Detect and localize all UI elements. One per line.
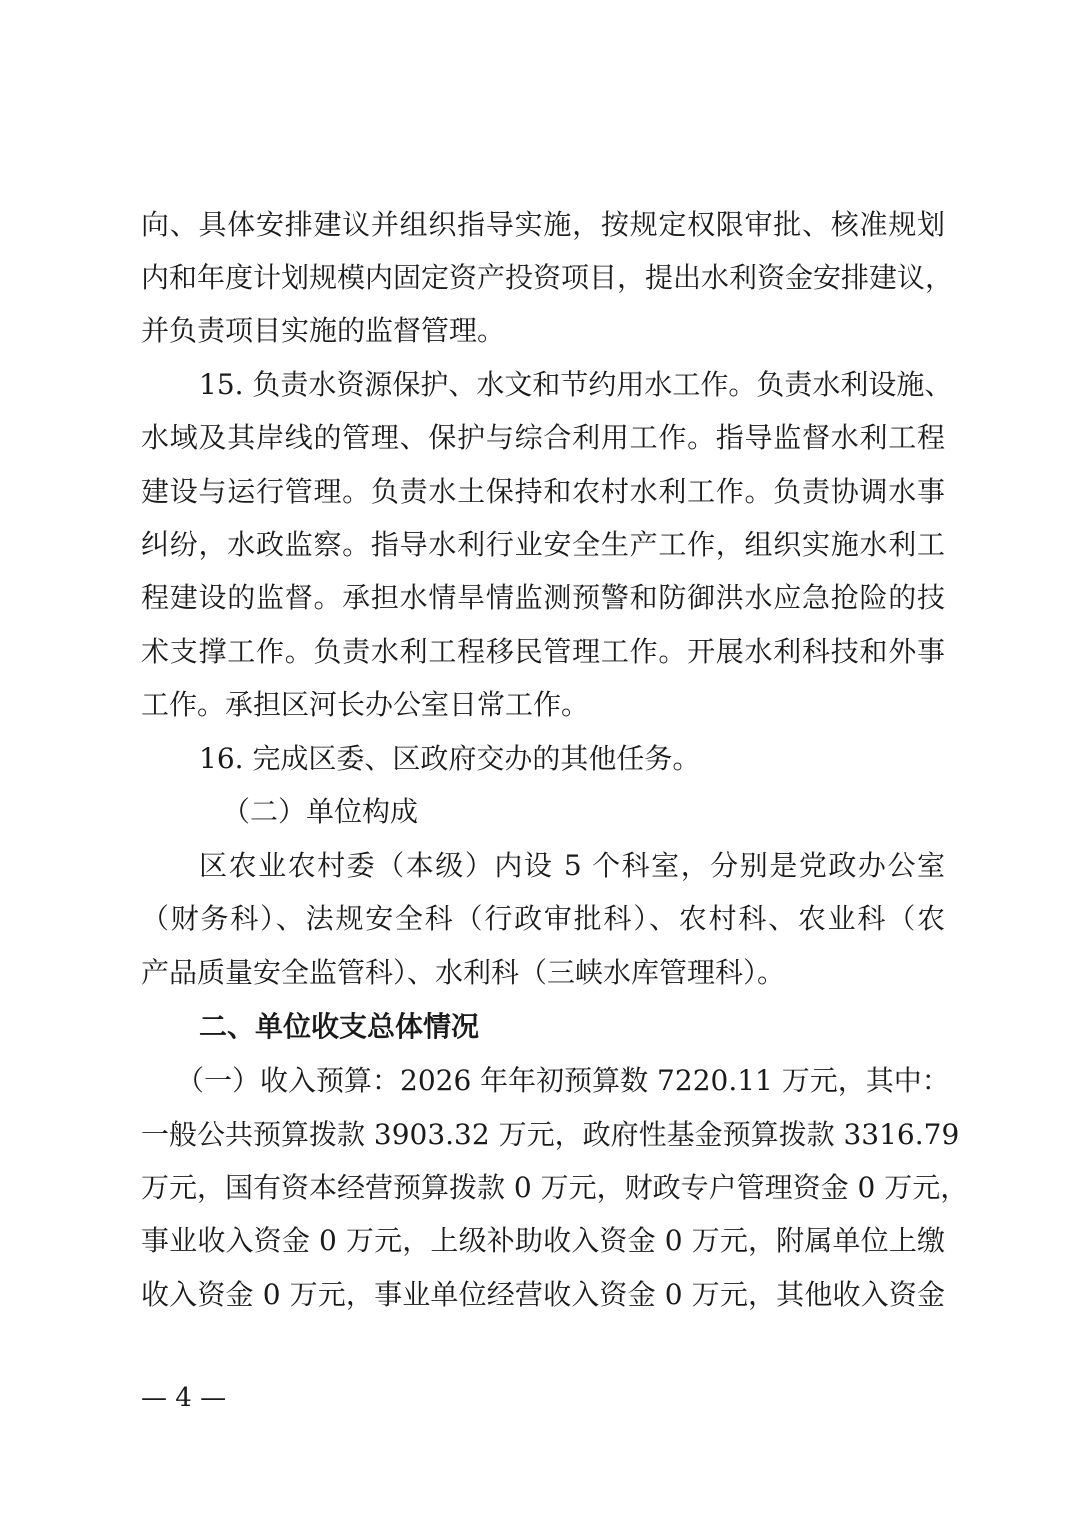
body-text-line: 收入资金 0 万元，事业单位经营收入资金 0 万元，其他收入资金 xyxy=(141,1278,945,1311)
section-heading: 二、单位收支总体情况 xyxy=(199,1010,480,1043)
subsection-heading: （二）单位构成 xyxy=(222,795,419,828)
body-text-line: 并负责项目实施的监督管理。 xyxy=(141,314,506,347)
body-text-line: 产品质量安全监管科）、水利科（三峡水库管理科）。 xyxy=(141,956,786,989)
body-text-line: 一般公共预算拨款 3903.32 万元，政府性基金预算拨款 3316.79 xyxy=(141,1118,960,1151)
body-text-line: 程建设的监督。承担水情旱情监测预警和防御洪水应急抢险的技 xyxy=(141,581,945,614)
body-text-line: 向、具体安排建议并组织指导实施，按规定权限审批、核准规划 xyxy=(141,208,945,241)
body-text-line: 建设与运行管理。负责水土保持和农村水利工作。负责协调水事 xyxy=(141,475,945,508)
income-budget-text: （一）收入预算：2026 年年初预算数 7220.11 万元，其中： xyxy=(176,1064,950,1097)
item-16-text: 16. 完成区委、区政府交办的其他任务。 xyxy=(199,742,701,775)
item-15-text: 15. 负责水资源保护、水文和节约用水工作。负责水利设施、 xyxy=(199,368,953,401)
body-text-line: 内和年度计划规模内固定资产投资项目，提出水利资金安排建议， xyxy=(141,261,954,294)
body-text-line: 区农业农村委（本级）内设 5 个科室，分别是党政办公室 xyxy=(199,849,945,882)
body-text-line: 事业收入资金 0 万元，上级补助收入资金 0 万元，附属单位上缴 xyxy=(141,1224,945,1257)
body-text-line: 水域及其岸线的管理、保护与综合利用工作。指导监督水利工程 xyxy=(141,421,945,454)
body-text-line: 万元，国有资本经营预算拨款 0 万元，财政专户管理资金 0 万元， xyxy=(141,1171,969,1204)
body-text-line: （财务科）、法规安全科（行政审批科）、农村科、农业科（农 xyxy=(141,902,945,935)
body-text-line: 纠纷，水政监察。指导水利行业安全生产工作，组织实施水利工 xyxy=(141,528,945,561)
page-number: — 4 — xyxy=(141,1383,227,1413)
body-text-line: 术支撑工作。负责水利工程移民管理工作。开展水利科技和外事 xyxy=(141,635,945,668)
body-text-line: 工作。承担区河长办公室日常工作。 xyxy=(141,688,590,721)
